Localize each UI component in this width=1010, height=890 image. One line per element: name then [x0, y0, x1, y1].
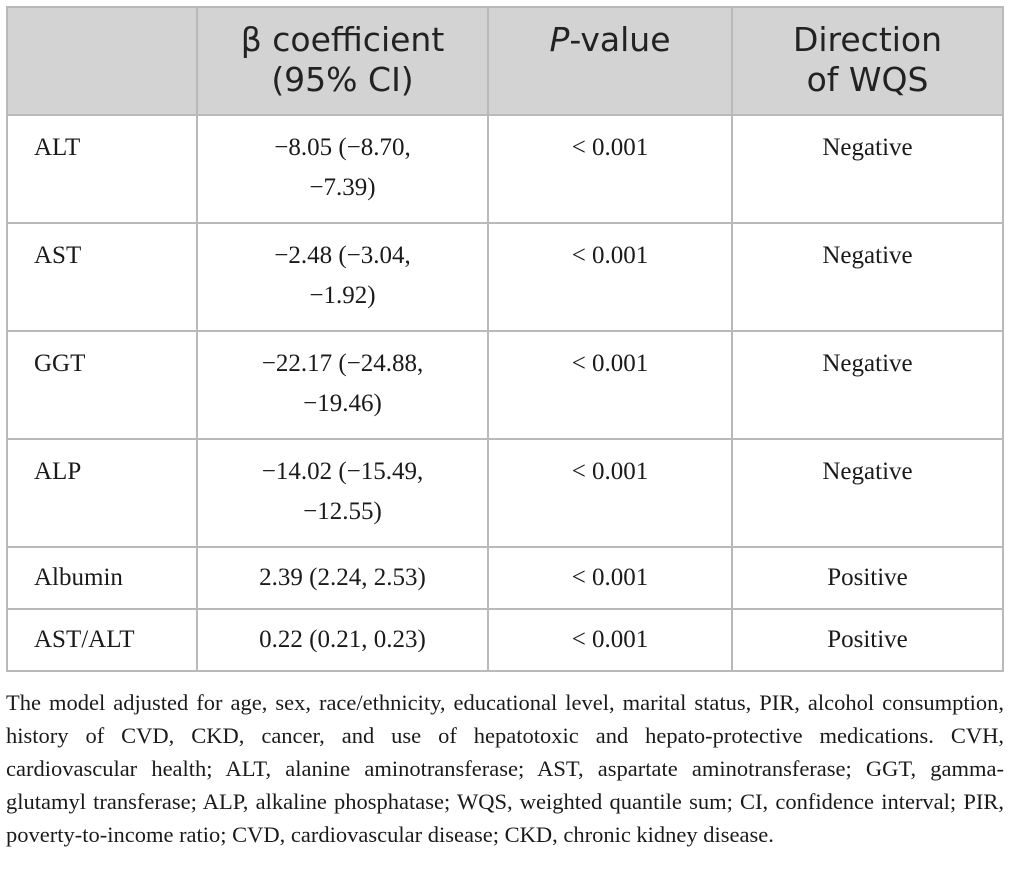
row-beta-line1: −14.02 (−15.49, — [261, 458, 424, 485]
header-beta-line1: β coefficient — [240, 20, 445, 59]
row-label: Albumin — [7, 547, 197, 609]
row-direction: Negative — [732, 439, 1003, 547]
row-beta-line2: −12.55) — [303, 498, 382, 525]
row-direction: Positive — [732, 547, 1003, 609]
row-beta-line2: −7.39) — [309, 174, 376, 201]
row-beta: 0.22 (0.21, 0.23) — [197, 609, 488, 671]
table-footnote: The model adjusted for age, sex, race/ethnicity, educational level, marital status, PIR, alcohol consumption, history of CVD, CKD, cancer, and use of hepatotoxic and hepato-protective medications. CVH, cardiovascular health; ALT, alanine aminotransferase; AST, aspartate aminotransferase; GGT, gamma-glutamyl transferase; ALP, alkaline phosphatase; WQS, weighted quantile sum; CI, confidence interval; PIR, poverty-to-income ratio; CVD, cardiovascular disease; CKD, chronic kidney disease. — [6, 689, 1004, 847]
row-p-value: < 0.001 — [488, 331, 732, 439]
row-beta: 2.39 (2.24, 2.53) — [197, 547, 488, 609]
row-beta — [197, 115, 488, 223]
row-direction: Negative — [732, 331, 1003, 439]
header-p-value — [488, 7, 732, 115]
table-header — [7, 7, 1003, 115]
row-beta-line2: −1.92) — [309, 282, 376, 309]
table-row — [7, 223, 1003, 331]
table-row — [7, 609, 1003, 671]
header-direction-line2: of WQS — [806, 60, 929, 99]
header-row — [7, 7, 1003, 115]
row-p-value: < 0.001 — [488, 223, 732, 331]
header-direction — [732, 7, 1003, 115]
row-p-value: < 0.001 — [488, 439, 732, 547]
results-table — [6, 6, 1004, 672]
table-row — [7, 439, 1003, 547]
table-row — [7, 115, 1003, 223]
row-beta-line1: −2.48 (−3.04, — [274, 242, 411, 269]
row-beta — [197, 331, 488, 439]
header-direction-line1: Direction — [792, 20, 943, 59]
row-p-value: < 0.001 — [488, 115, 732, 223]
header-empty-cell — [7, 7, 197, 115]
row-beta-line1: −22.17 (−24.88, — [261, 350, 424, 377]
row-label: AST — [7, 223, 197, 331]
header-p-italic: P — [549, 20, 570, 59]
row-p-value: < 0.001 — [488, 547, 732, 609]
results-table-container — [6, 6, 1002, 672]
row-direction: Negative — [732, 115, 1003, 223]
header-p-rest: -value — [569, 20, 671, 59]
row-beta-line2: −19.46) — [303, 390, 382, 417]
row-label: AST/ALT — [7, 609, 197, 671]
header-beta-coefficient — [197, 7, 488, 115]
row-label: GGT — [7, 331, 197, 439]
table-row — [7, 547, 1003, 609]
row-p-value: < 0.001 — [488, 609, 732, 671]
row-beta — [197, 439, 488, 547]
table-row — [7, 331, 1003, 439]
row-beta-line1: −8.05 (−8.70, — [274, 134, 411, 161]
row-label: ALP — [7, 439, 197, 547]
row-direction: Positive — [732, 609, 1003, 671]
row-label: ALT — [7, 115, 197, 223]
row-beta — [197, 223, 488, 331]
header-beta-line2: (95% CI) — [271, 60, 414, 99]
row-direction: Negative — [732, 223, 1003, 331]
table-body — [7, 115, 1003, 671]
